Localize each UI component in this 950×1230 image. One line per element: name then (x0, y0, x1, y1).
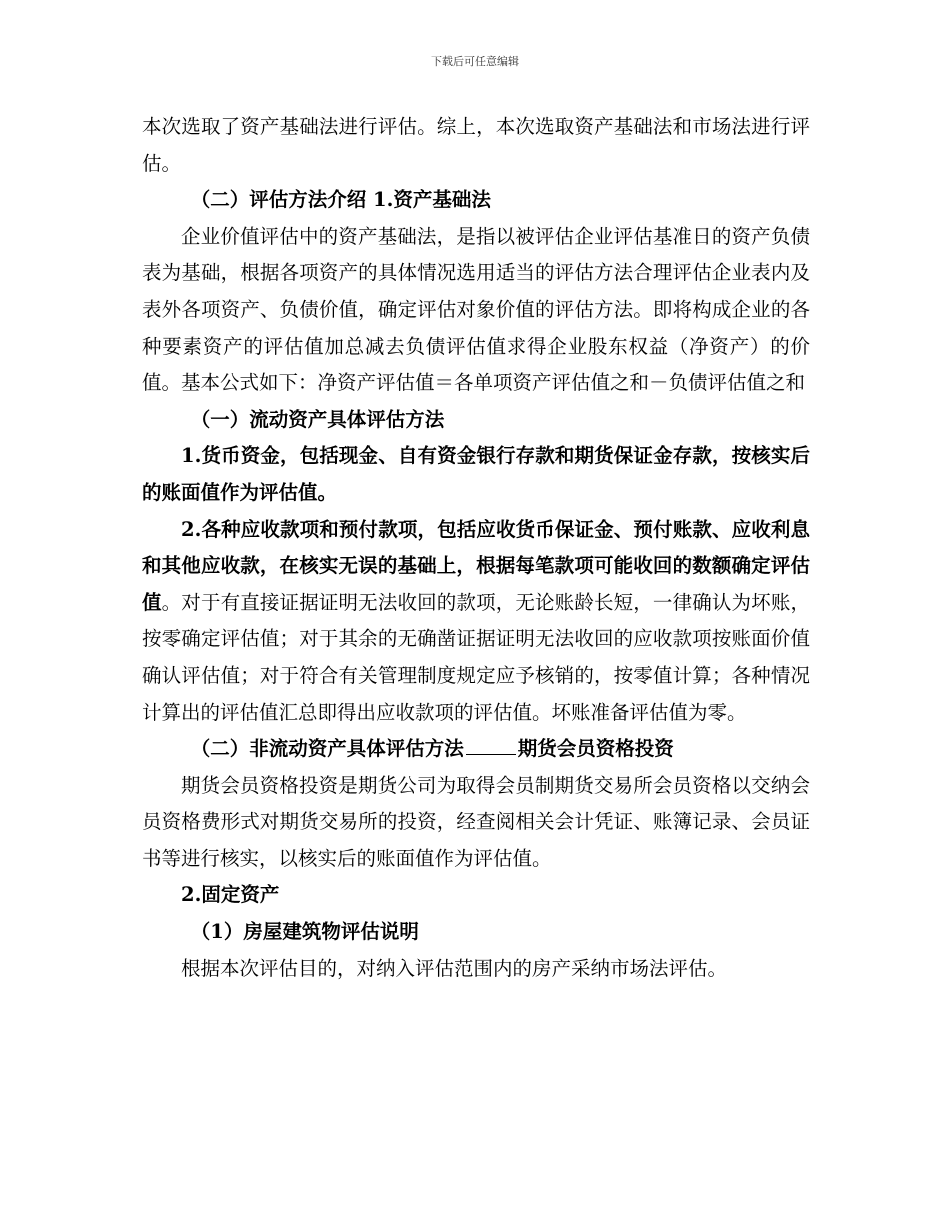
section-heading-part: （二）非流动资产具体评估方法 (190, 737, 464, 761)
section-heading: 2.固定资产 (181, 883, 280, 907)
section-heading-part: 期货会员资格投资 (517, 737, 674, 761)
document-body (142, 109, 810, 987)
paragraph-regular-part: 。对于有直接证据证明无法收回的款项，无论账龄长短，一律确认为坏账，按零确定评估值；对于其余的无确凿证据证明无法收回的应收款项按账面价值确认评估值；对于符合有关管理制度规定应予核销的，按零值计算；各种情况计算出的评估值汇总即得出应收款项的评估值。坏账准备评估值为零。 (142, 590, 810, 724)
section-heading (142, 731, 810, 768)
paragraph-bold-part: 2.各种应收款项和预付款项，包括应收货币保证金、预付账款、应收利息和其他应收款，在核实无误的基础上，根据每笔款项可能收回的数额确定评估值 (142, 517, 810, 614)
paragraph: 企业价值评估中的资产基础法，是指以被评估企业评估基准日的资产负债表为基础，根据各项资产的具体情况选用适当的评估方法合理评估企业表内及表外各项资产、负债价值，确定评估对象价值的评估方法。即将构成企业的各种要素资产的评估值加总减去负债评估值求得企业股东权益（净资产）的价值。基本公式如下：净资产评估值＝各单项资产评估值之和－负债评估值之和 (142, 224, 810, 395)
paragraph: 根据本次评估目的，对纳入评估范围内的房产采纳市场法评估。 (181, 956, 728, 980)
section-heading: （一）流动资产具体评估方法 (190, 407, 445, 431)
paragraph: 期货会员资格投资是期货公司为取得会员制期货交易所会员资格以交纳会员资格费形式对期货交易所的投资，经查阅相关会计凭证、账簿记录、会员证书等进行核实，以核实后的账面值作为评估值。 (142, 773, 810, 870)
section-heading: （1）房屋建筑物评估说明 (190, 920, 419, 944)
paragraph: 1.货币资金，包括现金、自有资金银行存款和期货保证金存款，按核实后的账面值作为评估值。 (142, 444, 810, 504)
section-heading: （二）评估方法介绍 1.资产基础法 (190, 188, 491, 212)
fill-blank-underline (466, 753, 516, 755)
paragraph: 本次选取了资产基础法进行评估。综上，本次选取资产基础法和市场法进行评估。 (142, 115, 810, 175)
page-header: 下载后可任意编辑 (431, 55, 519, 68)
paragraph (142, 512, 810, 732)
